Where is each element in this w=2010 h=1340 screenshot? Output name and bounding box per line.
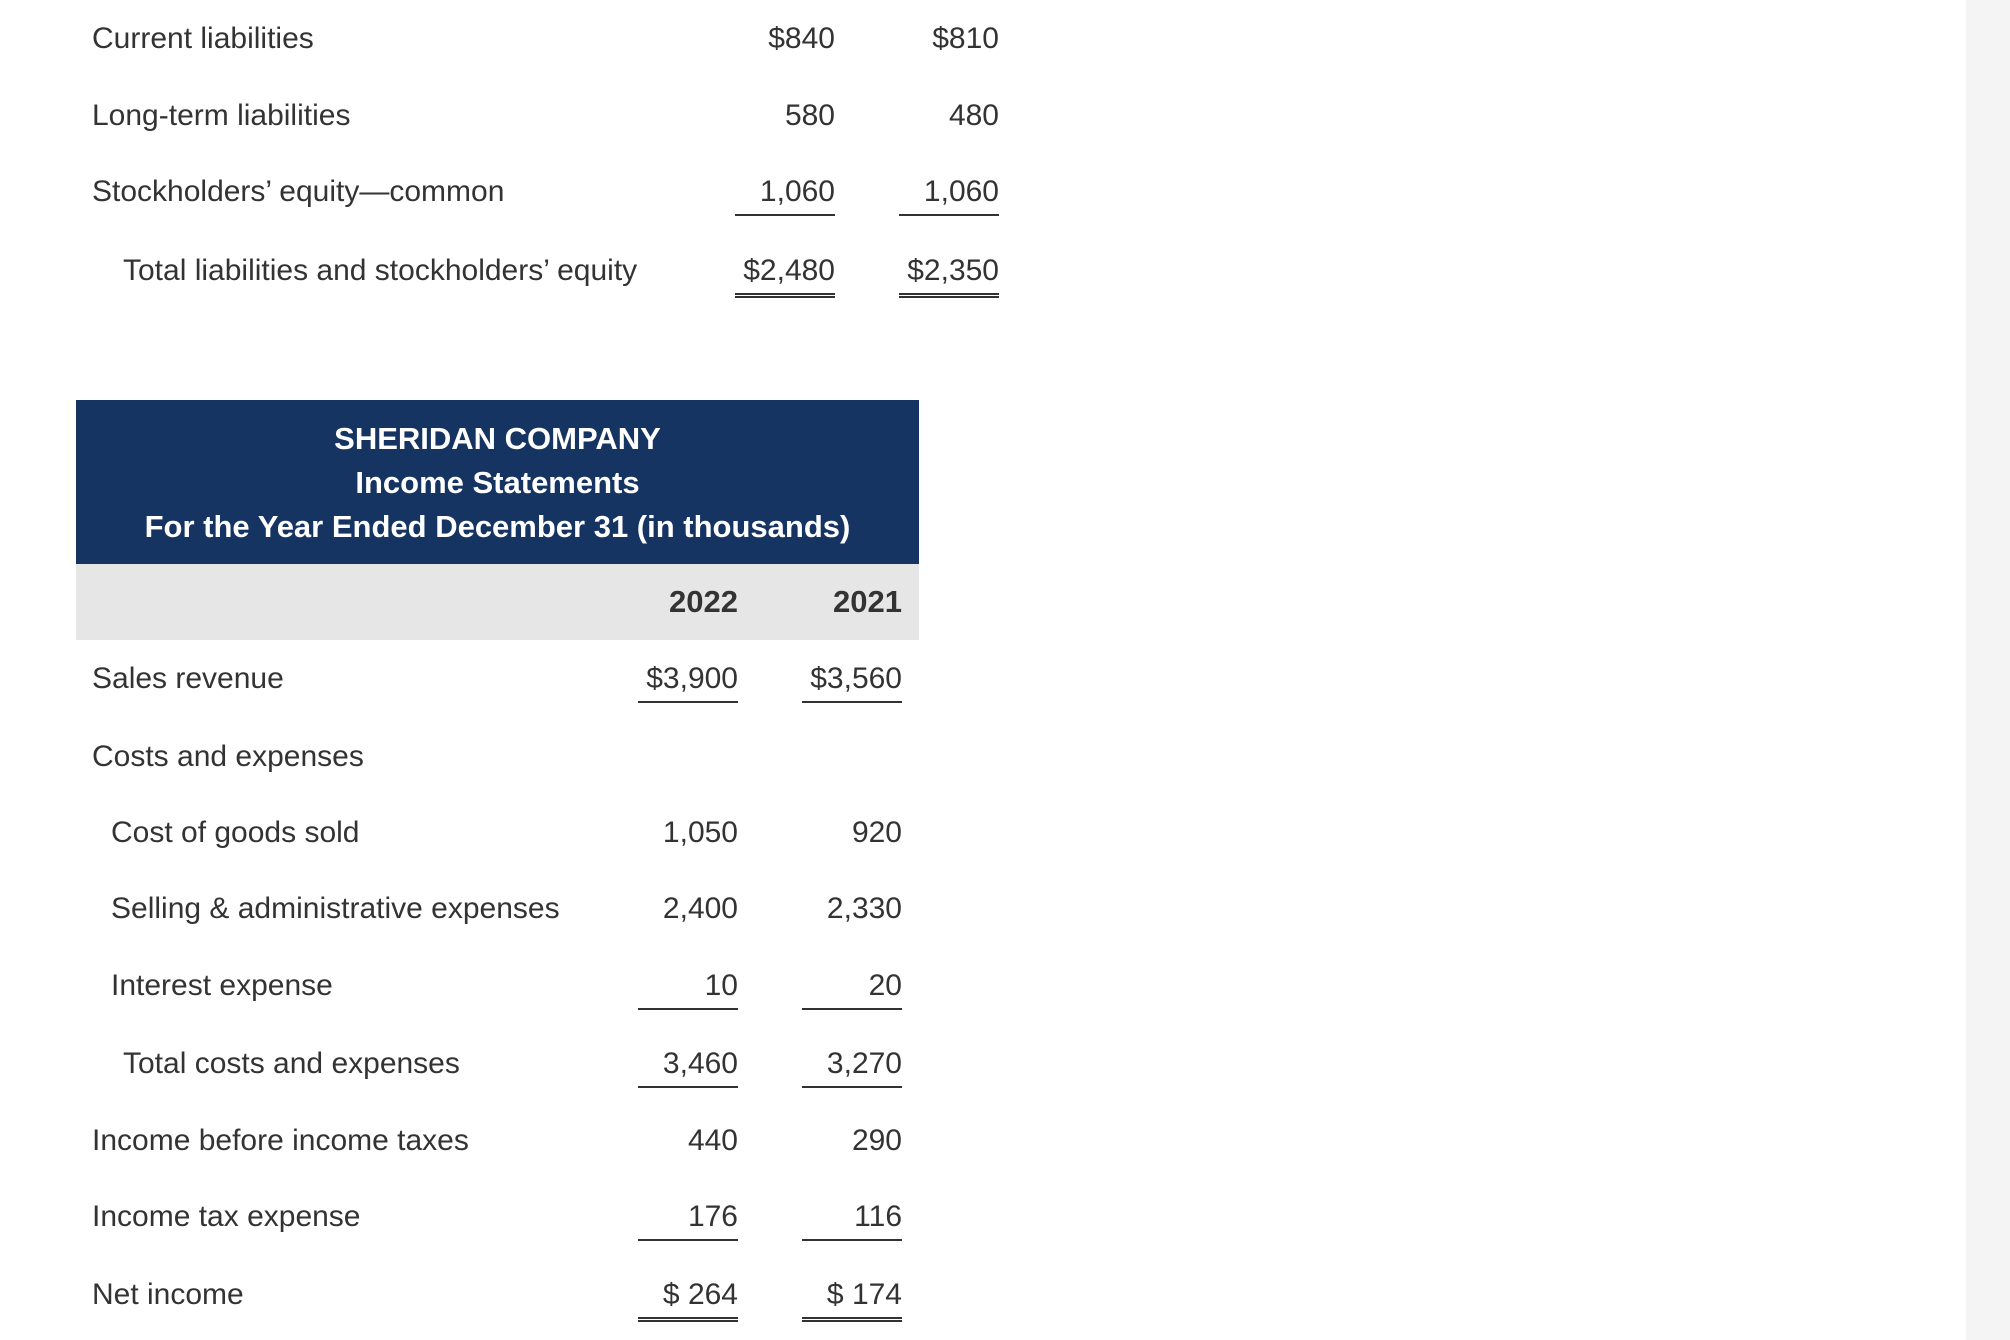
value-current-year: 1,060: [735, 172, 835, 216]
value-prior-year: 116: [802, 1197, 902, 1241]
year-current: 2022: [669, 584, 738, 619]
value-prior-year: 290: [851, 1124, 902, 1157]
row-label: Sales revenue: [92, 662, 284, 695]
income-row-income-before-taxes: [0, 1121, 1100, 1181]
row-label: Total costs and expenses: [123, 1047, 460, 1080]
row-label: Costs and expenses: [92, 740, 364, 773]
value-current-year: 440: [687, 1124, 738, 1157]
row-label: Interest expense: [111, 969, 333, 1002]
value-prior-year: 480: [948, 99, 999, 132]
value-current-year: $840: [768, 22, 835, 55]
value-prior-year: $810: [932, 22, 999, 55]
row-label: Total liabilities and stockholders’ equity: [123, 254, 638, 287]
income-row-net-income: [0, 1275, 1100, 1335]
row-label: Long-term liabilities: [92, 99, 351, 132]
income-statement-header: [76, 400, 919, 564]
value-current-year: 1,050: [662, 816, 738, 849]
value-prior-year: 2,330: [826, 892, 902, 925]
row-label: Stockholders’ equity—common: [92, 175, 505, 208]
income-row-income-tax-expense: [0, 1197, 1100, 1257]
row-label: Income before income taxes: [92, 1124, 469, 1157]
balance-row-stockholders-equity: [0, 172, 1100, 232]
value-current-year: $3,900: [638, 659, 738, 703]
balance-row-total: [0, 251, 1100, 311]
income-row-selling-admin: [0, 889, 1100, 949]
row-label: Net income: [92, 1278, 244, 1311]
row-label: Cost of goods sold: [111, 816, 360, 849]
row-label: Income tax expense: [92, 1200, 361, 1233]
value-prior-year: $2,350: [899, 251, 999, 298]
value-current-year: $ 264: [638, 1275, 738, 1322]
value-prior-year: 920: [851, 816, 902, 849]
value-prior-year: $3,560: [802, 659, 902, 703]
value-current-year: 176: [638, 1197, 738, 1241]
value-current-year: 3,460: [638, 1044, 738, 1088]
value-prior-year: $ 174: [802, 1275, 902, 1322]
value-prior-year: 3,270: [802, 1044, 902, 1088]
value-current-year: 10: [638, 966, 738, 1010]
income-row-interest-expense: [0, 966, 1100, 1026]
value-current-year: 2,400: [662, 892, 738, 925]
income-row-sales-revenue: [0, 659, 1100, 719]
income-row-cost-of-goods-sold: [0, 813, 1100, 873]
income-row-total-costs: [0, 1044, 1100, 1104]
statement-title: Income Statements: [355, 465, 640, 500]
balance-row-long-term-liabilities: [0, 96, 1100, 156]
value-current-year: $2,480: [735, 251, 835, 298]
value-prior-year: 20: [802, 966, 902, 1010]
row-label: Current liabilities: [92, 22, 314, 55]
value-prior-year: 1,060: [899, 172, 999, 216]
year-header-bar: [76, 564, 919, 640]
balance-row-current-liabilities: [0, 19, 1100, 79]
row-label: Selling & administrative expenses: [111, 892, 560, 925]
statement-period: For the Year Ended December 31 (in thousands): [144, 509, 851, 544]
value-current-year: 580: [784, 99, 835, 132]
company-name: SHERIDAN COMPANY: [334, 421, 661, 456]
year-prior: 2021: [833, 584, 902, 619]
income-row-costs-and-expenses: [0, 737, 1100, 797]
